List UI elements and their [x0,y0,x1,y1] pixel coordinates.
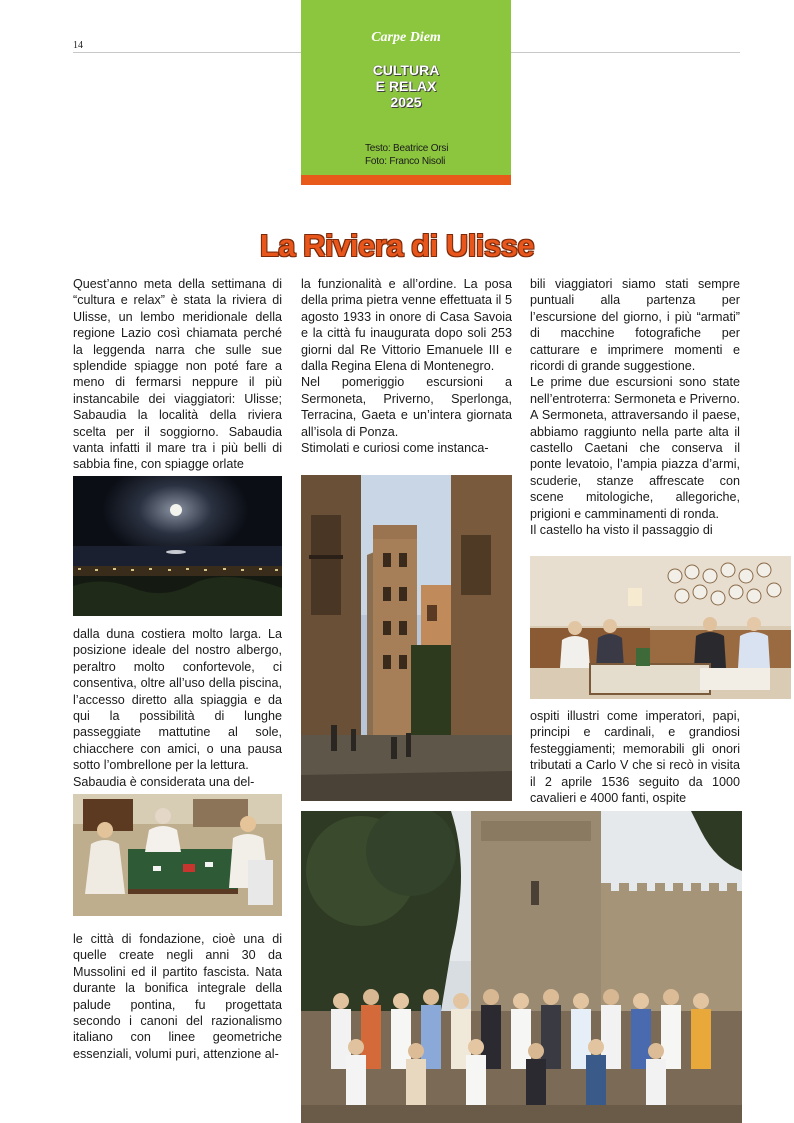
column3-text-bottom [530,708,740,806]
paragraph: Nel pomeriggio escursioni a Sermoneta, Priverno, Sperlonga, Terracina, Gaeta e un’intera giornata all’isola di Ponza. [301,375,512,439]
paragraph: bili viaggiatori siamo stati sempre puntuali alla partenza per l’escursione del giorno, i più “armati” di macchine fotografiche per catturare e imprimere momenti e ricordi di grande suggestione. [530,277,740,374]
section-title-line1: CULTURA [372,62,440,78]
column2-text [301,276,512,456]
credits [365,142,448,168]
section-header-accent [301,175,511,185]
column1-text-middle [73,626,282,790]
text-credit: Testo: Beatrice Orsi [365,143,449,154]
photo-moonlit-sea [73,476,282,616]
photo-hotel-lounge [530,556,791,699]
paragraph: la funzionalità e all’ordine. La posa della prima pietra venne effettuata il 5 agosto 1933 in onore di Casa Savoia e la città fu inaugurata dopo soli 253 giorni dal Re Vittorio Emanuele III e dalla Regina Elena di Montenegro. [301,277,512,374]
photo-group-castle [301,811,742,1123]
column1-text-bottom [73,931,282,1062]
section-title-line3: 2025 [390,94,422,110]
paragraph: dalla duna costiera molto larga. La posizione ideale del nostro albergo, peraltro molto confortevole, ci consentiva, oltre all’uso della piscina, l’accesso diretto alla spiaggia e da qui la possibilità di lunghe passeggiate mattutine al sole, chiacchere con amici, o una pausa sotto l’ombrellone per la lettura. [73,627,282,773]
section-title [301,62,511,110]
paragraph: Il castello ha visto il passaggio di [530,523,713,538]
column3-text-top [530,276,740,539]
section-title-line2: E RELAX [375,78,437,94]
photo-bell-tower [301,475,512,801]
paragraph: Sabaudia è considerata una del- [73,774,255,789]
article-title: La Riviera di Ulisse [259,228,535,263]
column1-text-top [73,276,282,473]
paragraph: ospiti illustri come imperatori, papi, principi e cardinali, e grandiosi festeggiamenti; memorabili gli onori tributati a Carlo V che si recò in visita il 2 aprile 1536 seguito da 1000 cavalieri e 4000 fanti, ospite [530,709,740,806]
paragraph: Stimolati e curiosi come instanca- [301,441,489,456]
paragraph: Quest’anno meta della settimana di “cultura e relax” è stata la riviera di Ulisse, un lembo meridionale della regione Lazio così chiamata perché la leggenda narra che sulle sue splendide spiagge non poté fare a meno di fermarsi neppure il più instancabile dei viaggiatori: Ulisse; Sabaudia la località della riviera scelta per il soggiorno. Sabaudia vanta infatti il mare tra i più belli di sabbia fine, con spiagge orlate [73,277,282,472]
magazine-name: Carpe Diem [371,30,441,45]
paragraph: Le prime due escursioni sono state nell’entroterra: Sermoneta e Priverno. A Sermoneta, attraversando il paese, abbiamo raggiunto nella parte alta il castello Caetani che conserva il ponte levatoio, l’ampia piazza d’armi, scuderie, stanze affrescate con scene mitologiche, allegoriche, prigioni e camminamenti di ronda. [530,375,740,521]
photo-credit: Foto: Franco Nisoli [365,156,446,167]
page-number: 14 [73,40,83,51]
paragraph: le città di fondazione, cioè una di quelle create negli anni 30 da Mussolini ed il partito fascista. Nata durante la bonifica integrale della palude pontina, fu progettata secondo i canoni del razionalismo italiano con linee geometriche essenziali, volumi puri, attenzione al- [73,932,282,1061]
photo-card-players [73,794,282,916]
